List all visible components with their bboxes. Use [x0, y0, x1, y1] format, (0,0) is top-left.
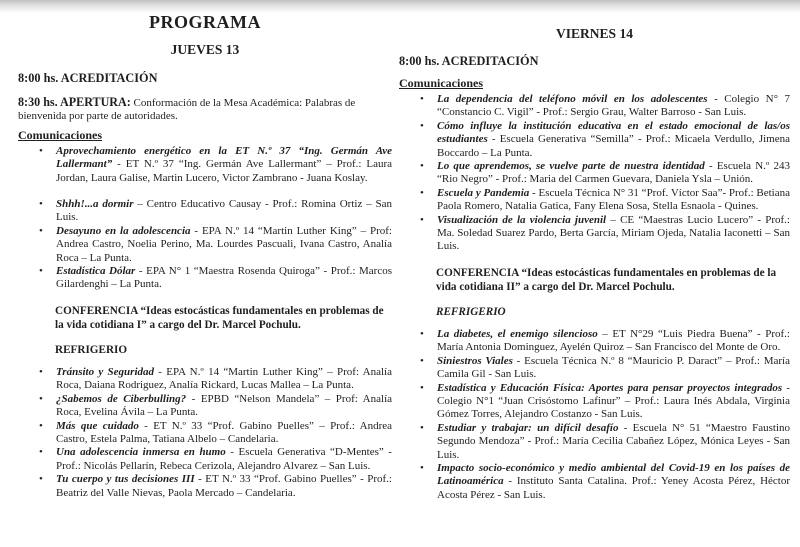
talk-title: Cómo influye la institución educativa en el estado emocional de las/os estudiantes: [437, 119, 790, 146]
talk-title: Visualización de la violencia juvenil: [437, 213, 607, 226]
talk-detail: - Escuela N° 51 “Maestro Faustino Segundo Mendoza” - Prof.: María Cecilia Cabañez López, Mónica Leyes - San Luis.: [437, 421, 790, 461]
column-viernes-14: [399, 0, 790, 502]
talk-item: [56, 225, 392, 265]
talk-item: [437, 382, 790, 422]
talk-detail: - Escuela Generativa “D-Mentes” - Prof.: Nicolás Pellarín, Rebeca Cerizola, Alejandro Alvarez – San Luis.: [56, 446, 392, 472]
talk-item: [437, 462, 790, 502]
column-jueves-13: [18, 0, 392, 500]
talk-title: Más que cuidado: [56, 419, 139, 432]
talk-title: Impacto socio-económico y medio ambiental del Covid-19 en los países de Latinoamérica: [437, 461, 790, 488]
talk-detail: - Escuela N.º 243 “Rio Negro” - Prof.: Maria del Carmen Guevara, Daniela Ysla – Unión.: [437, 160, 790, 186]
opening-line: [18, 96, 392, 124]
talk-item: [56, 393, 392, 420]
talk-detail: - ET N.º 37 “Ing. Germán Ave Lallermant” – Prof.: Laura Jordan, Laura Galise, Martin Lucero, Victor Zambrano - Juana Koslay.: [56, 158, 392, 184]
afternoon-talk-list-viernes: [399, 328, 790, 502]
communications-heading-jueves: Comunicaciones: [18, 127, 102, 142]
talk-title: Tránsito y Seguridad: [56, 365, 155, 378]
talk-title: Estudiar y trabajar: un difícil desafío: [437, 421, 619, 434]
talk-item: [437, 214, 790, 254]
day-heading-viernes: VIERNES 14: [556, 26, 633, 41]
talk-title: Una adolescencia inmersa en humo: [56, 446, 226, 459]
talk-detail: – CE “Maestras Lucio Lucero” - Prof.: Ma. Soledad Suarez Pardo, Berta García, Miriam Ojeda, Natalia Iaconetti – San Luis.: [437, 213, 790, 253]
talk-item: [56, 420, 392, 447]
accreditation-line-viernes: 8:00 hs. ACREDITACIÓN: [399, 54, 539, 68]
talk-detail: - EPA N° 1 “Maestra Rosenda Quiroga” - Prof.: Marcos Gilardenghi – La Punta.: [56, 265, 392, 291]
afternoon-talk-list-jueves: [18, 366, 392, 500]
talk-title: Tu cuerpo y tus decisiones III: [56, 473, 195, 486]
talk-title: Estadística y Educación Física: Aportes para pensar proyectos integrados: [437, 381, 783, 394]
page-title: PROGRAMA: [149, 12, 261, 32]
refreshment-heading-viernes: REFRIGERIO: [436, 305, 506, 318]
talk-item: [56, 473, 392, 500]
talk-title: Siniestros Viales: [437, 354, 513, 367]
talk-detail: - Escuela Técnica N.º 8 “Mauricio P. Daract” – Prof.: María Camila Gil - San Luis.: [437, 354, 790, 381]
talk-title: La diabetes, el enemigo silencioso: [437, 327, 598, 340]
talk-title: Desayuno en la adolescencia: [56, 224, 191, 237]
morning-talk-list-jueves: [18, 145, 392, 292]
talk-title: La dependencia del teléfono móvil en los adolescentes: [437, 93, 708, 105]
talk-title: ¿Sabemos de Ciberbulling?: [56, 392, 187, 405]
talk-detail: - Instituto Santa Catalina. Prof.: Yeney Acosta Pérez, Héctor Acosta Pérez - San Luis.: [437, 475, 790, 501]
talk-item: [437, 355, 790, 382]
talk-detail: - Colegio N° 7 “Constancio C. Vigil” - Prof.: Sergio Grau, Walter Barroso - San Luis.: [437, 93, 790, 119]
day-heading-jueves: JUEVES 13: [170, 42, 240, 57]
talk-title: Estadística Dólar: [56, 265, 136, 278]
talk-item: [56, 366, 392, 393]
talk-detail: - Escuela Generativa “Semilla” - Prof.: Micaela Verdullo, Jimena Boccardo – La Punta.: [437, 133, 790, 159]
talk-item: [437, 160, 790, 187]
talk-item: [437, 328, 790, 355]
refreshment-heading-jueves: REFRIGERIO: [55, 343, 128, 356]
talk-item: [56, 145, 392, 185]
talk-item: [56, 198, 392, 225]
conference-announcement-jueves: CONFERENCIA “Ideas estocásticas fundamentales en problemas de la vida cotidiana I” a cargo del Dr. Marcel Pochulu.: [55, 304, 384, 331]
talk-item: [437, 187, 790, 214]
morning-talk-list-viernes: [399, 93, 790, 254]
talk-title: Escuela y Pandemia: [437, 186, 530, 199]
talk-detail: – Centro Educativo Causay - Prof.: Romina Ortiz – San Luis.: [56, 198, 392, 224]
talk-item: [437, 422, 790, 462]
talk-detail: - Colegio N°1 “Juan Crisóstomo Lafinur” – Prof.: Laura Inés Abdala, Virginia Gómez Torres, Alejandro Costanzo - San Luis.: [437, 381, 791, 421]
talk-title: Lo que aprendemos, se vuelve parte de nuestra identidad: [437, 160, 705, 173]
talk-detail: - EPA N.º 14 “Martin Luther King” – Prof: Analía Roca, Daiana Rodriguez, Analía Rickard, Lucas Mallea – La Punta.: [56, 365, 392, 392]
conference-announcement-viernes: CONFERENCIA “Ideas estocásticas fundamentales en problemas de la vida cotidiana II” a cargo del Dr. Marcel Pochulu.: [436, 266, 777, 293]
talk-detail: - EPA N.º 14 “Martin Luther King” – Prof: Andrea Castro, Noelia Perino, Ma. Lourdes Pascuali, Ivana Castro, Analía Roca – La Punta.: [56, 224, 392, 264]
communications-heading-viernes: Comunicaciones: [399, 76, 483, 90]
opening-label: 8:30 hs. APERTURA:: [18, 95, 131, 109]
opening-text: Conformación de la Mesa Académica: Palabras de bienvenida por parte de autoridades.: [18, 97, 356, 123]
talk-detail: - ET N.º 33 “Prof. Gabino Puelles” – Prof.: Andrea Castro, Estela Palma, Tatiana Albelo – Candelaria.: [56, 419, 392, 445]
talk-title: Aprovechamiento energético en la ET N.º 37 “Ing. Germán Ave Lallermant”: [56, 144, 392, 171]
talk-detail: – ET N°29 “Luis Piedra Buena” - Prof.: María Antonia Dominguez, Ayelén Quiroz – San Francisco del Monte de Oro.: [437, 327, 790, 354]
talk-detail: - EPBD “Nelson Mandela” – Prof: Analía Roca, Evelina Ávila – La Punta.: [56, 392, 393, 419]
talk-detail: - ET N.º 33 “Prof. Gabino Puelles” - Prof.: Beatriz del Valle Nievas, Paola Mercado – Candelaria.: [56, 473, 392, 499]
talk-item: [56, 265, 392, 292]
talk-item: [437, 120, 790, 160]
accreditation-line-jueves: 8:00 hs. ACREDITACIÓN: [18, 71, 158, 85]
talk-detail: - Escuela Técnica N° 31 “Prof. Víctor Saa”- Prof.: Betiana Paola Romero, Natalia Gatica, Fany Elena Sosa, Stella Esnaola - Quines.: [437, 186, 790, 213]
talk-item: [437, 93, 790, 120]
talk-item: [56, 446, 392, 473]
talk-title: Shhh!...a dormir: [56, 198, 134, 211]
